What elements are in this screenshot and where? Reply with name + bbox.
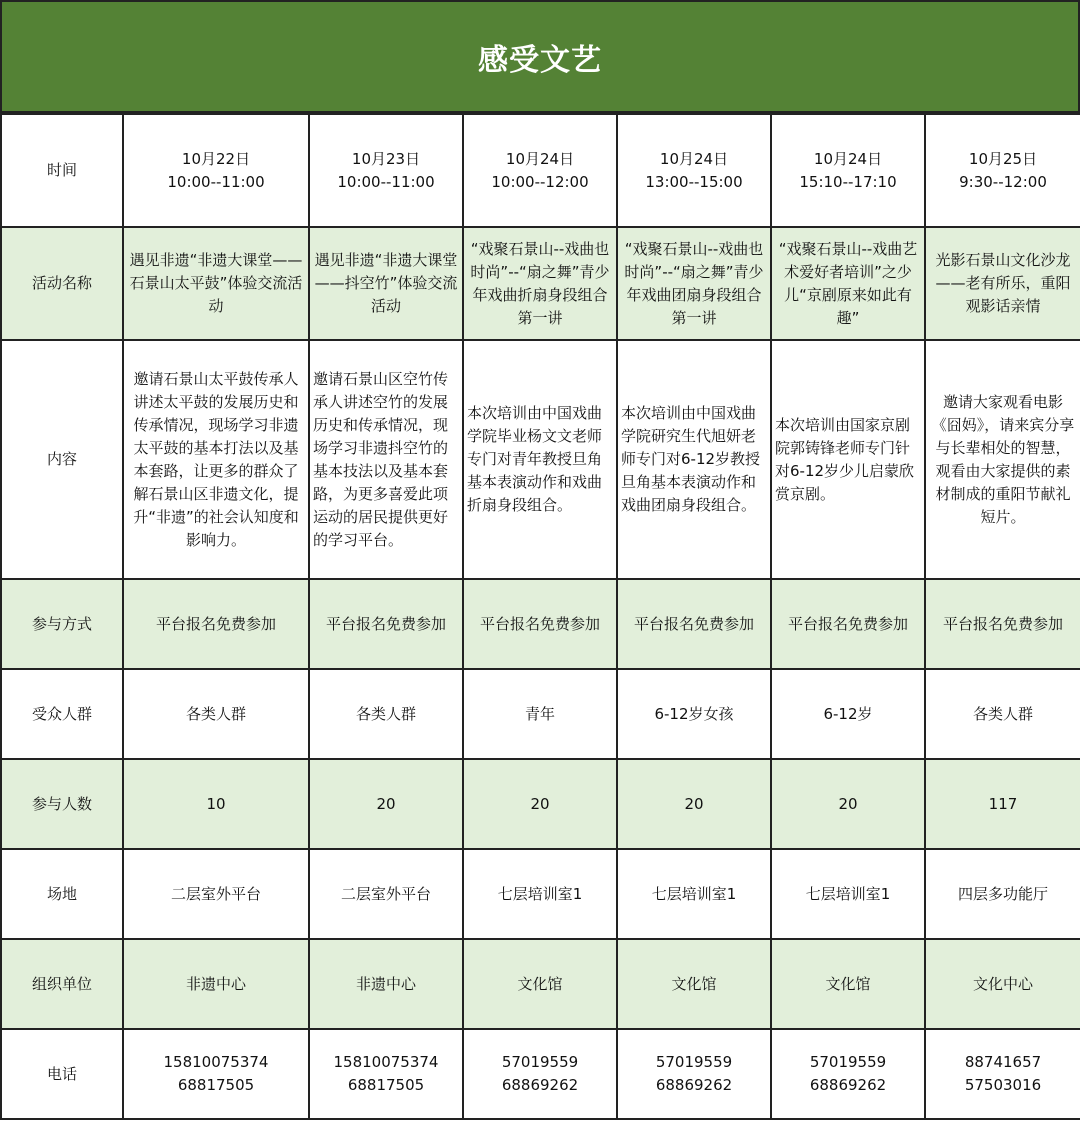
event-organizer: 非遗中心 (123, 939, 309, 1029)
event-venue: 七层培训室1 (617, 849, 771, 939)
event-venue: 四层多功能厅 (925, 849, 1080, 939)
event-phone-line1: 57019559 (501, 1053, 579, 1071)
event-time (309, 114, 463, 227)
event-time-line2: 10:00--12:00 (491, 172, 589, 191)
event-time-line2: 10:00--11:00 (337, 172, 435, 191)
event-phone-line2: 57503016 (964, 1076, 1042, 1094)
event-venue: 二层室外平台 (123, 849, 309, 939)
event-name: 遇见非遗“非遗大课堂——抖空竹”体验交流活动 (309, 227, 463, 340)
event-time-line2: 9:30--12:00 (959, 172, 1047, 191)
row-time (1, 114, 1080, 227)
event-time (771, 114, 925, 227)
schedule-table (0, 113, 1080, 1120)
event-content-text: 邀请石景山区空竹传承人讲述空竹的发展历史和传承情况，现场学习非遗抖空竹的基本技法以及基本套路，为更多喜爱此项运动的居民提供更好的学习平台。 (313, 369, 449, 549)
event-content-text: 邀请石景山太平鼓传承人讲述太平鼓的发展历史和传承情况，现场学习非遗太平鼓的基本打法以及基本套路，让更多的群众了解石景山区非遗文化，提升“非遗”的社会认知度和影响力。 (133, 369, 299, 549)
event-phone-line2: 68817505 (177, 1076, 255, 1094)
event-phone-line2: 68817505 (347, 1076, 425, 1094)
event-phone-line2: 68869262 (809, 1076, 887, 1094)
event-content-text: 本次培训由国家京剧院郭铸锋老师专门针对6-12岁少儿启蒙欣赏京剧。 (775, 415, 915, 503)
event-time-line1: 10月25日 (968, 149, 1038, 168)
title-bar (0, 0, 1080, 113)
event-method: 平台报名免费参加 (771, 579, 925, 669)
label-organizer: 组织单位 (1, 939, 123, 1029)
event-count: 20 (463, 759, 617, 849)
label-method: 参与方式 (1, 579, 123, 669)
row-method (1, 579, 1080, 669)
event-method: 平台报名免费参加 (925, 579, 1080, 669)
event-phone-line1: 15810075374 (163, 1053, 269, 1071)
event-phone (771, 1029, 925, 1119)
label-name: 活动名称 (1, 227, 123, 340)
label-content: 内容 (1, 340, 123, 579)
event-time (617, 114, 771, 227)
event-time (463, 114, 617, 227)
event-time-line1: 10月24日 (813, 149, 883, 168)
event-time (925, 114, 1080, 227)
event-time-line2: 13:00--15:00 (645, 172, 743, 191)
event-method: 平台报名免费参加 (309, 579, 463, 669)
event-name: “戏聚石景山--戏曲也时尚”--“扇之舞”青少年戏曲折扇身段组合第一讲 (463, 227, 617, 340)
event-method: 平台报名免费参加 (123, 579, 309, 669)
event-content (771, 340, 925, 579)
event-time-line1: 10月24日 (659, 149, 729, 168)
event-method: 平台报名免费参加 (463, 579, 617, 669)
event-content (309, 340, 463, 579)
event-phone (123, 1029, 309, 1119)
event-content (617, 340, 771, 579)
label-audience: 受众人群 (1, 669, 123, 759)
event-phone-line1: 57019559 (655, 1053, 733, 1071)
event-phone-line2: 68869262 (501, 1076, 579, 1094)
event-organizer: 文化馆 (771, 939, 925, 1029)
event-count: 20 (617, 759, 771, 849)
page-title: 感受文艺 (478, 42, 602, 78)
event-phone-line1: 88741657 (964, 1053, 1042, 1071)
event-content-text: 邀请大家观看电影《囧妈》，请来宾分享与长辈相处的智慧，观看由大家提供的素材制成的重阳节献礼短片。 (931, 392, 1075, 526)
event-count: 20 (771, 759, 925, 849)
event-phone (925, 1029, 1080, 1119)
label-phone: 电话 (1, 1029, 123, 1119)
event-audience: 各类人群 (309, 669, 463, 759)
event-content-text: 本次培训由中国戏曲学院研究生代旭妍老师专门对6-12岁教授旦角基本表演动作和戏曲团扇身段组合。 (621, 404, 761, 514)
event-phone (617, 1029, 771, 1119)
event-time (123, 114, 309, 227)
row-audience (1, 669, 1080, 759)
event-name: “戏聚石景山--戏曲也时尚”--“扇之舞”青少年戏曲团扇身段组合第一讲 (617, 227, 771, 340)
event-content (123, 340, 309, 579)
event-phone (463, 1029, 617, 1119)
event-time-line1: 10月23日 (351, 149, 421, 168)
event-audience: 青年 (463, 669, 617, 759)
event-count: 117 (925, 759, 1080, 849)
label-time: 时间 (1, 114, 123, 227)
event-method: 平台报名免费参加 (617, 579, 771, 669)
event-audience: 各类人群 (925, 669, 1080, 759)
event-time-line1: 10月24日 (505, 149, 575, 168)
event-phone-line1: 57019559 (809, 1053, 887, 1071)
event-time-line2: 15:10--17:10 (799, 172, 897, 191)
event-venue: 七层培训室1 (771, 849, 925, 939)
row-content (1, 340, 1080, 579)
label-venue: 场地 (1, 849, 123, 939)
event-audience: 各类人群 (123, 669, 309, 759)
event-organizer: 文化馆 (617, 939, 771, 1029)
event-organizer: 非遗中心 (309, 939, 463, 1029)
event-content (463, 340, 617, 579)
event-name: “戏聚石景山--戏曲艺术爱好者培训”之少儿“京剧原来如此有趣” (771, 227, 925, 340)
event-audience: 6-12岁女孩 (617, 669, 771, 759)
row-name (1, 227, 1080, 340)
event-organizer: 文化中心 (925, 939, 1080, 1029)
event-time-line1: 10月22日 (181, 149, 251, 168)
event-audience: 6-12岁 (771, 669, 925, 759)
event-name: 遇见非遗“非遗大课堂——石景山太平鼓”体验交流活动 (123, 227, 309, 340)
event-phone-line1: 15810075374 (333, 1053, 439, 1071)
row-phone (1, 1029, 1080, 1119)
row-venue (1, 849, 1080, 939)
row-count (1, 759, 1080, 849)
label-count: 参与人数 (1, 759, 123, 849)
event-phone (309, 1029, 463, 1119)
event-organizer: 文化馆 (463, 939, 617, 1029)
event-content (925, 340, 1080, 579)
event-phone-line2: 68869262 (655, 1076, 733, 1094)
event-name: 光影石景山文化沙龙——老有所乐，重阳观影话亲情 (925, 227, 1080, 340)
event-count: 20 (309, 759, 463, 849)
event-time-line2: 10:00--11:00 (167, 172, 265, 191)
event-content-text: 本次培训由中国戏曲学院毕业杨文文老师专门对青年教授旦角基本表演动作和戏曲折扇身段组合。 (467, 404, 603, 514)
event-venue: 七层培训室1 (463, 849, 617, 939)
row-organizer (1, 939, 1080, 1029)
event-count: 10 (123, 759, 309, 849)
event-venue: 二层室外平台 (309, 849, 463, 939)
